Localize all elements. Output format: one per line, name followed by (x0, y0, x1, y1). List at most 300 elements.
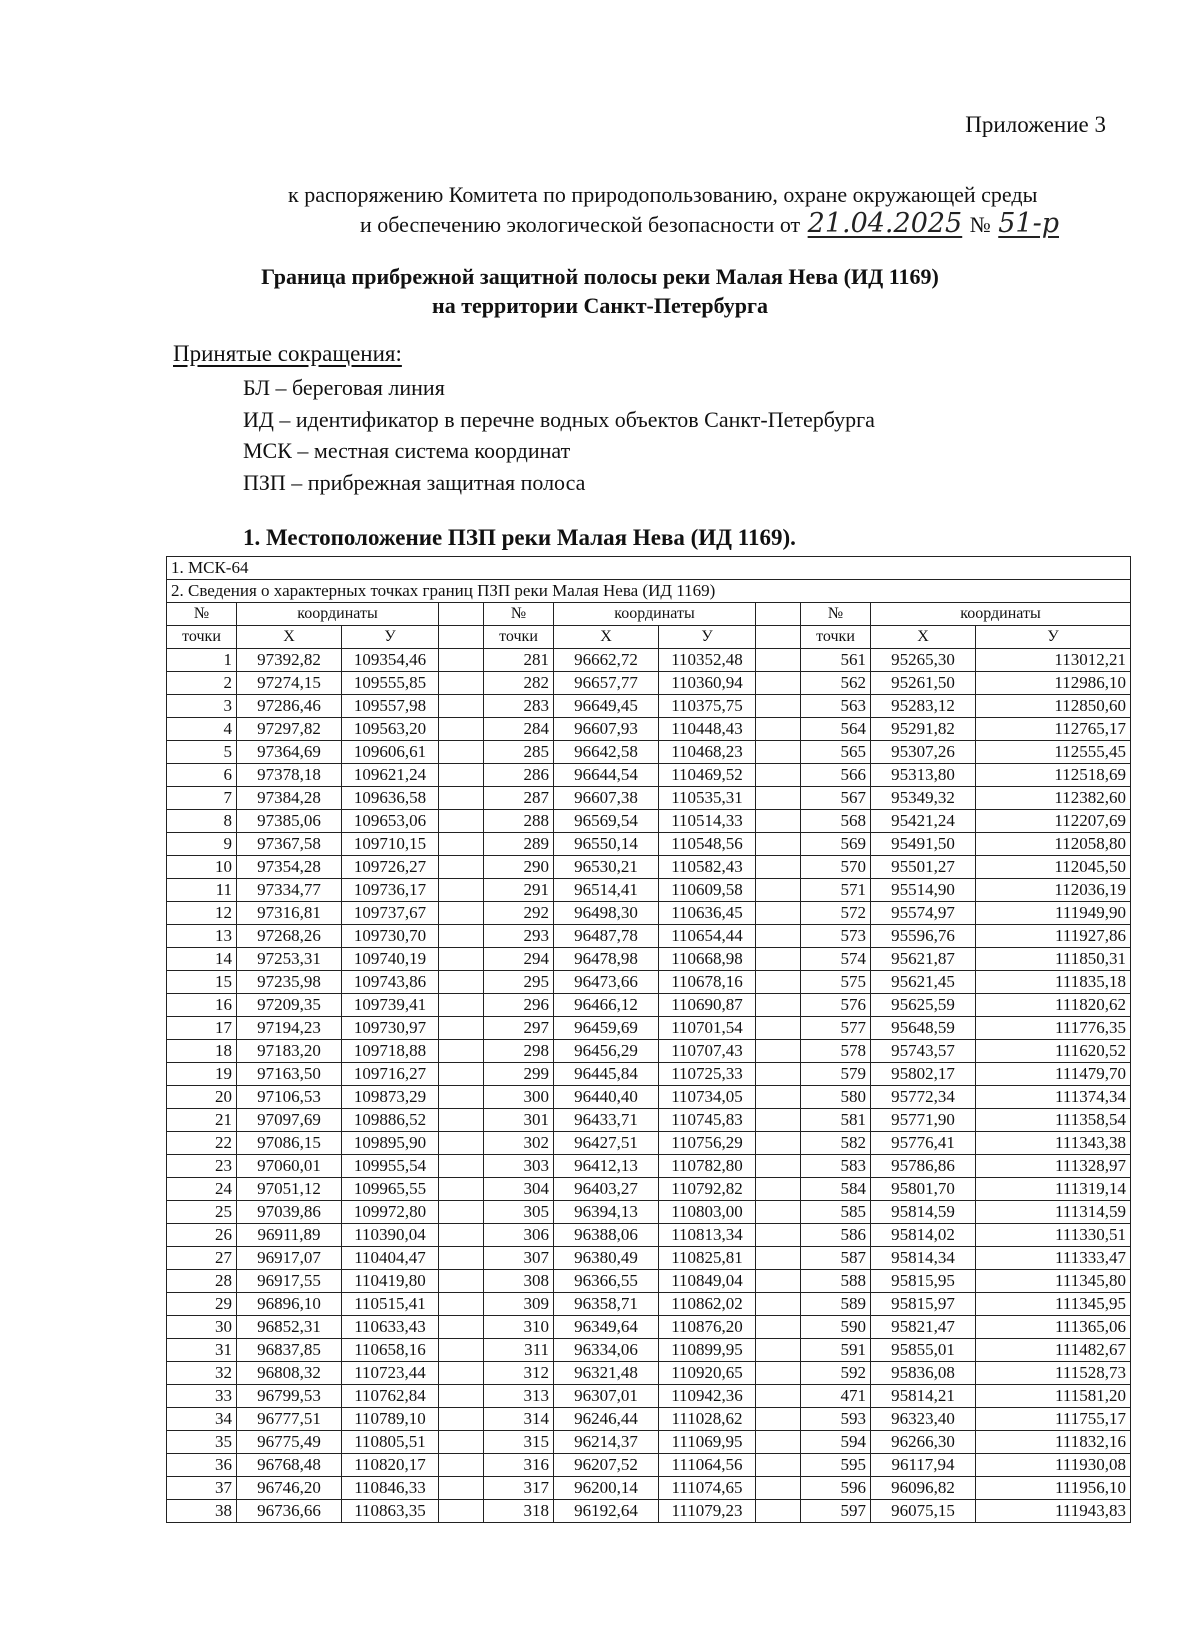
cell-point-num-1: 20 (167, 1086, 237, 1109)
cell-y-2: 110468,23 (659, 741, 756, 764)
gap-cell (439, 810, 484, 833)
cell-x-1: 97183,20 (237, 1040, 342, 1063)
cell-y-3: 111330,51 (976, 1224, 1131, 1247)
gap-cell (756, 1201, 801, 1224)
cell-x-3: 95574,97 (871, 902, 976, 925)
cell-point-num-3: 584 (801, 1178, 871, 1201)
cell-x-1: 96808,32 (237, 1362, 342, 1385)
cell-y-3: 113012,21 (976, 649, 1131, 672)
cell-y-1: 109955,54 (342, 1155, 439, 1178)
cell-x-1: 97392,82 (237, 649, 342, 672)
cell-x-2: 96478,98 (554, 948, 659, 971)
gap-cell (756, 1293, 801, 1316)
gap-cell (439, 764, 484, 787)
cell-y-2: 110654,44 (659, 925, 756, 948)
cell-x-2: 96487,78 (554, 925, 659, 948)
cell-x-3: 95491,50 (871, 833, 976, 856)
cell-point-num-3: 566 (801, 764, 871, 787)
cell-y-1: 109636,58 (342, 787, 439, 810)
cell-point-num-2: 301 (484, 1109, 554, 1132)
table-row (167, 1247, 1131, 1270)
gap-cell (439, 1339, 484, 1362)
gap-cell (439, 1063, 484, 1086)
gap-cell (439, 741, 484, 764)
cell-y-2: 110745,83 (659, 1109, 756, 1132)
gap-cell (756, 1270, 801, 1293)
cell-point-num-1: 18 (167, 1040, 237, 1063)
gap-cell (756, 603, 801, 626)
cell-point-num-3: 576 (801, 994, 871, 1017)
cell-point-num-1: 38 (167, 1500, 237, 1523)
cell-y-1: 110805,51 (342, 1431, 439, 1454)
gap-cell (756, 1408, 801, 1431)
cell-x-2: 96440,40 (554, 1086, 659, 1109)
cell-point-num-2: 307 (484, 1247, 554, 1270)
cell-y-3: 111345,80 (976, 1270, 1131, 1293)
cell-y-2: 110899,95 (659, 1339, 756, 1362)
gap-cell (756, 902, 801, 925)
cell-point-num-2: 299 (484, 1063, 554, 1086)
header-point-1: точки (167, 626, 237, 649)
cell-x-1: 97163,50 (237, 1063, 342, 1086)
cell-point-num-1: 10 (167, 856, 237, 879)
cell-x-2: 96214,37 (554, 1431, 659, 1454)
title-line-1: Граница прибрежной защитной полосы реки Малая Нева (ИД 1169) (261, 264, 939, 289)
table-row (167, 1385, 1131, 1408)
cell-x-2: 96473,66 (554, 971, 659, 994)
gap-cell (439, 925, 484, 948)
cell-x-2: 96498,30 (554, 902, 659, 925)
cell-point-num-3: 565 (801, 741, 871, 764)
cell-x-1: 97274,15 (237, 672, 342, 695)
cell-y-1: 109965,55 (342, 1178, 439, 1201)
gap-cell (439, 603, 484, 626)
cell-x-1: 96777,51 (237, 1408, 342, 1431)
cell-y-1: 109886,52 (342, 1109, 439, 1132)
cell-y-2: 110636,45 (659, 902, 756, 925)
gap-cell (756, 948, 801, 971)
cell-x-3: 95776,41 (871, 1132, 976, 1155)
cell-x-1: 97039,86 (237, 1201, 342, 1224)
order-line-1: к распоряжению Комитета по природопользованию, охране окружающей среды (288, 182, 1038, 207)
cell-y-2: 110678,16 (659, 971, 756, 994)
cell-x-3: 95501,27 (871, 856, 976, 879)
table-caption: 2. Сведения о характерных точках границ ПЗП реки Малая Нева (ИД 1169) (167, 580, 1131, 603)
cell-y-3: 111835,18 (976, 971, 1131, 994)
cell-y-2: 110701,54 (659, 1017, 756, 1040)
cell-point-num-1: 24 (167, 1178, 237, 1201)
gap-cell (756, 833, 801, 856)
cell-x-3: 95514,90 (871, 879, 976, 902)
cell-y-3: 111365,06 (976, 1316, 1131, 1339)
cell-point-num-2: 310 (484, 1316, 554, 1339)
cell-point-num-1: 30 (167, 1316, 237, 1339)
cell-point-num-2: 317 (484, 1477, 554, 1500)
gap-cell (439, 879, 484, 902)
table-row (167, 1109, 1131, 1132)
cell-x-1: 96837,85 (237, 1339, 342, 1362)
cell-y-3: 111358,54 (976, 1109, 1131, 1132)
cell-point-num-3: 595 (801, 1454, 871, 1477)
cell-x-1: 97268,26 (237, 925, 342, 948)
cell-x-1: 97209,35 (237, 994, 342, 1017)
cell-x-1: 97253,31 (237, 948, 342, 971)
cell-x-3: 95814,02 (871, 1224, 976, 1247)
cell-x-1: 97060,01 (237, 1155, 342, 1178)
gap-cell (756, 672, 801, 695)
cell-x-2: 96456,29 (554, 1040, 659, 1063)
cell-y-2: 111069,95 (659, 1431, 756, 1454)
cell-y-3: 111850,31 (976, 948, 1131, 971)
cell-x-2: 96192,64 (554, 1500, 659, 1523)
cell-point-num-1: 22 (167, 1132, 237, 1155)
cell-x-2: 96334,06 (554, 1339, 659, 1362)
cell-x-3: 95283,12 (871, 695, 976, 718)
cell-y-1: 109563,20 (342, 718, 439, 741)
cell-point-num-1: 33 (167, 1385, 237, 1408)
cell-y-2: 110548,56 (659, 833, 756, 856)
crs-label: 1. МСК-64 (167, 557, 1131, 580)
gap-cell (756, 856, 801, 879)
order-line-2-prefix: и обеспечению экологической безопасности от (360, 212, 801, 237)
cell-point-num-2: 308 (484, 1270, 554, 1293)
abbreviation-item: МСК – местная система координат (243, 438, 571, 463)
cell-y-2: 110535,31 (659, 787, 756, 810)
cell-point-num-2: 296 (484, 994, 554, 1017)
cell-y-1: 109555,85 (342, 672, 439, 695)
abbreviations-heading: Принятые сокращения: (173, 341, 402, 366)
gap-cell (756, 1224, 801, 1247)
cell-y-2: 110849,04 (659, 1270, 756, 1293)
cell-y-1: 109730,70 (342, 925, 439, 948)
cell-x-1: 97235,98 (237, 971, 342, 994)
cell-point-num-2: 313 (484, 1385, 554, 1408)
gap-cell (756, 1132, 801, 1155)
cell-point-num-1: 37 (167, 1477, 237, 1500)
gap-cell (756, 1178, 801, 1201)
cell-y-2: 110942,36 (659, 1385, 756, 1408)
order-date-handwritten: 21.04.2025 (807, 208, 963, 239)
gap-cell (756, 1155, 801, 1178)
cell-y-1: 110723,44 (342, 1362, 439, 1385)
cell-x-1: 97367,58 (237, 833, 342, 856)
cell-x-2: 96200,14 (554, 1477, 659, 1500)
table-row (167, 1477, 1131, 1500)
cell-x-3: 95596,76 (871, 925, 976, 948)
cell-point-num-2: 292 (484, 902, 554, 925)
cell-x-2: 96349,64 (554, 1316, 659, 1339)
cell-y-1: 109557,98 (342, 695, 439, 718)
cell-point-num-1: 23 (167, 1155, 237, 1178)
table-row (167, 1201, 1131, 1224)
cell-x-3: 95786,86 (871, 1155, 976, 1178)
cell-x-3: 95313,80 (871, 764, 976, 787)
gap-cell (439, 1201, 484, 1224)
cell-point-num-3: 562 (801, 672, 871, 695)
cell-x-3: 95265,30 (871, 649, 976, 672)
cell-x-2: 96530,21 (554, 856, 659, 879)
cell-y-1: 109972,80 (342, 1201, 439, 1224)
cell-point-num-3: 561 (801, 649, 871, 672)
cell-y-1: 109736,17 (342, 879, 439, 902)
cell-point-num-3: 592 (801, 1362, 871, 1385)
cell-point-num-1: 35 (167, 1431, 237, 1454)
cell-point-num-3: 591 (801, 1339, 871, 1362)
appendix-label: Приложение 3 (965, 112, 1106, 137)
gap-cell (439, 1454, 484, 1477)
gap-cell (439, 1431, 484, 1454)
cell-y-3: 111345,95 (976, 1293, 1131, 1316)
section-title: 1. Местоположение ПЗП реки Малая Нева (ИД 1169). (243, 525, 796, 550)
cell-x-3: 95771,90 (871, 1109, 976, 1132)
cell-x-3: 95814,21 (871, 1385, 976, 1408)
cell-x-2: 96403,27 (554, 1178, 659, 1201)
gap-cell (439, 1224, 484, 1247)
cell-point-num-3: 594 (801, 1431, 871, 1454)
gap-cell (439, 1316, 484, 1339)
cell-point-num-3: 577 (801, 1017, 871, 1040)
gap-cell (439, 1247, 484, 1270)
cell-x-3: 96075,15 (871, 1500, 976, 1523)
table-row (167, 1040, 1131, 1063)
gap-cell (756, 741, 801, 764)
cell-x-1: 97378,18 (237, 764, 342, 787)
cell-y-2: 110803,00 (659, 1201, 756, 1224)
cell-y-2: 110825,81 (659, 1247, 756, 1270)
cell-y-1: 110846,33 (342, 1477, 439, 1500)
cell-point-num-3: 581 (801, 1109, 871, 1132)
cell-x-1: 96799,53 (237, 1385, 342, 1408)
cell-point-num-1: 26 (167, 1224, 237, 1247)
table-row (167, 1270, 1131, 1293)
cell-y-3: 111319,14 (976, 1178, 1131, 1201)
cell-x-1: 96911,89 (237, 1224, 342, 1247)
coordinates-body (167, 649, 1131, 1523)
cell-y-3: 111820,62 (976, 994, 1131, 1017)
gap-cell (756, 1017, 801, 1040)
cell-y-3: 111949,90 (976, 902, 1131, 925)
table-header-row-1 (167, 603, 1131, 626)
gap-cell (756, 1339, 801, 1362)
table-row (167, 787, 1131, 810)
cell-point-num-3: 583 (801, 1155, 871, 1178)
cell-x-3: 96096,82 (871, 1477, 976, 1500)
gap-cell (439, 833, 484, 856)
table-row (167, 1316, 1131, 1339)
cell-y-3: 112518,69 (976, 764, 1131, 787)
cell-x-2: 96607,38 (554, 787, 659, 810)
cell-point-num-3: 571 (801, 879, 871, 902)
cell-x-2: 96307,01 (554, 1385, 659, 1408)
cell-x-3: 95801,70 (871, 1178, 976, 1201)
gap-cell (756, 1500, 801, 1523)
cell-x-2: 96358,71 (554, 1293, 659, 1316)
cell-point-num-2: 294 (484, 948, 554, 971)
gap-cell (439, 1500, 484, 1523)
cell-point-num-2: 295 (484, 971, 554, 994)
cell-x-3: 95625,59 (871, 994, 976, 1017)
cell-x-1: 96768,48 (237, 1454, 342, 1477)
header-x-3: Х (871, 626, 976, 649)
cell-y-3: 111832,16 (976, 1431, 1131, 1454)
cell-point-num-1: 19 (167, 1063, 237, 1086)
gap-cell (439, 672, 484, 695)
cell-point-num-2: 300 (484, 1086, 554, 1109)
table-caption-row (167, 580, 1131, 603)
cell-y-3: 112765,17 (976, 718, 1131, 741)
table-header-row-2 (167, 626, 1131, 649)
cell-x-3: 96323,40 (871, 1408, 976, 1431)
cell-x-1: 96917,55 (237, 1270, 342, 1293)
cell-x-3: 95421,24 (871, 810, 976, 833)
cell-y-3: 111620,52 (976, 1040, 1131, 1063)
cell-y-2: 110792,82 (659, 1178, 756, 1201)
cell-point-num-1: 9 (167, 833, 237, 856)
header-num-2: № (484, 603, 554, 626)
cell-x-2: 96466,12 (554, 994, 659, 1017)
cell-point-num-2: 306 (484, 1224, 554, 1247)
cell-x-1: 97097,69 (237, 1109, 342, 1132)
cell-y-1: 109737,67 (342, 902, 439, 925)
table-row (167, 1017, 1131, 1040)
cell-point-num-2: 285 (484, 741, 554, 764)
cell-x-2: 96394,13 (554, 1201, 659, 1224)
cell-x-3: 95621,87 (871, 948, 976, 971)
cell-y-3: 111314,59 (976, 1201, 1131, 1224)
header-y-2: У (659, 626, 756, 649)
cell-y-3: 111956,10 (976, 1477, 1131, 1500)
cell-y-3: 111755,17 (976, 1408, 1131, 1431)
cell-y-1: 110863,35 (342, 1500, 439, 1523)
cell-y-3: 111776,35 (976, 1017, 1131, 1040)
table-row (167, 1454, 1131, 1477)
gap-cell (439, 787, 484, 810)
order-line-2 (360, 209, 1061, 239)
cell-point-num-3: 580 (801, 1086, 871, 1109)
cell-y-1: 109730,97 (342, 1017, 439, 1040)
cell-x-3: 95814,59 (871, 1201, 976, 1224)
cell-point-num-2: 283 (484, 695, 554, 718)
gap-cell (756, 1063, 801, 1086)
cell-y-3: 112045,50 (976, 856, 1131, 879)
cell-y-1: 109740,19 (342, 948, 439, 971)
cell-point-num-2: 309 (484, 1293, 554, 1316)
table-row (167, 1086, 1131, 1109)
cell-y-1: 110820,17 (342, 1454, 439, 1477)
header-coords-1: координаты (237, 603, 439, 626)
cell-x-2: 96246,44 (554, 1408, 659, 1431)
cell-x-3: 95621,45 (871, 971, 976, 994)
cell-point-num-1: 25 (167, 1201, 237, 1224)
gap-cell (439, 902, 484, 925)
header-y-3: У (976, 626, 1131, 649)
cell-y-2: 110609,58 (659, 879, 756, 902)
cell-point-num-3: 579 (801, 1063, 871, 1086)
gap-cell (756, 1247, 801, 1270)
table-row (167, 764, 1131, 787)
gap-cell (439, 1086, 484, 1109)
order-number-sign: № (969, 212, 991, 237)
cell-x-3: 95743,57 (871, 1040, 976, 1063)
cell-point-num-1: 14 (167, 948, 237, 971)
cell-x-2: 96366,55 (554, 1270, 659, 1293)
cell-y-1: 109606,61 (342, 741, 439, 764)
cell-y-3: 112555,45 (976, 741, 1131, 764)
cell-y-2: 110448,43 (659, 718, 756, 741)
table-row (167, 1362, 1131, 1385)
header-coords-3: координаты (871, 603, 1131, 626)
gap-cell (439, 718, 484, 741)
cell-y-2: 111074,65 (659, 1477, 756, 1500)
cell-y-1: 109621,24 (342, 764, 439, 787)
gap-cell (439, 1477, 484, 1500)
cell-x-1: 96736,66 (237, 1500, 342, 1523)
cell-point-num-1: 29 (167, 1293, 237, 1316)
table-row (167, 833, 1131, 856)
cell-point-num-1: 8 (167, 810, 237, 833)
gap-cell (439, 1132, 484, 1155)
cell-x-3: 95307,26 (871, 741, 976, 764)
cell-point-num-1: 4 (167, 718, 237, 741)
header-num-3: № (801, 603, 871, 626)
cell-point-num-2: 311 (484, 1339, 554, 1362)
gap-cell (756, 1477, 801, 1500)
cell-point-num-3: 578 (801, 1040, 871, 1063)
gap-cell (756, 1431, 801, 1454)
gap-cell (756, 994, 801, 1017)
cell-point-num-3: 585 (801, 1201, 871, 1224)
cell-point-num-2: 289 (484, 833, 554, 856)
cell-x-3: 95772,34 (871, 1086, 976, 1109)
cell-x-1: 97354,28 (237, 856, 342, 879)
cell-y-3: 112058,80 (976, 833, 1131, 856)
table-row (167, 741, 1131, 764)
cell-point-num-2: 287 (484, 787, 554, 810)
cell-x-1: 97051,12 (237, 1178, 342, 1201)
cell-point-num-1: 31 (167, 1339, 237, 1362)
cell-point-num-1: 15 (167, 971, 237, 994)
cell-x-1: 97106,53 (237, 1086, 342, 1109)
cell-y-2: 110668,98 (659, 948, 756, 971)
cell-point-num-1: 21 (167, 1109, 237, 1132)
table-row (167, 856, 1131, 879)
cell-y-2: 111064,56 (659, 1454, 756, 1477)
gap-cell (756, 925, 801, 948)
abbreviation-item: БЛ – береговая линия (243, 375, 445, 400)
cell-x-2: 96388,06 (554, 1224, 659, 1247)
header-x-2: Х (554, 626, 659, 649)
cell-point-num-3: 563 (801, 695, 871, 718)
cell-x-3: 95821,47 (871, 1316, 976, 1339)
document-title (0, 262, 1200, 320)
table-row (167, 948, 1131, 971)
cell-point-num-1: 16 (167, 994, 237, 1017)
header-point-3: точки (801, 626, 871, 649)
cell-y-2: 110582,43 (659, 856, 756, 879)
cell-point-num-2: 304 (484, 1178, 554, 1201)
table-crs-row (167, 557, 1131, 580)
cell-point-num-1: 1 (167, 649, 237, 672)
cell-x-1: 97384,28 (237, 787, 342, 810)
cell-y-2: 110690,87 (659, 994, 756, 1017)
table-row (167, 1224, 1131, 1247)
cell-y-1: 110515,41 (342, 1293, 439, 1316)
cell-y-1: 110633,43 (342, 1316, 439, 1339)
cell-x-2: 96649,45 (554, 695, 659, 718)
gap-cell (756, 787, 801, 810)
cell-y-1: 110390,04 (342, 1224, 439, 1247)
cell-y-3: 111374,34 (976, 1086, 1131, 1109)
